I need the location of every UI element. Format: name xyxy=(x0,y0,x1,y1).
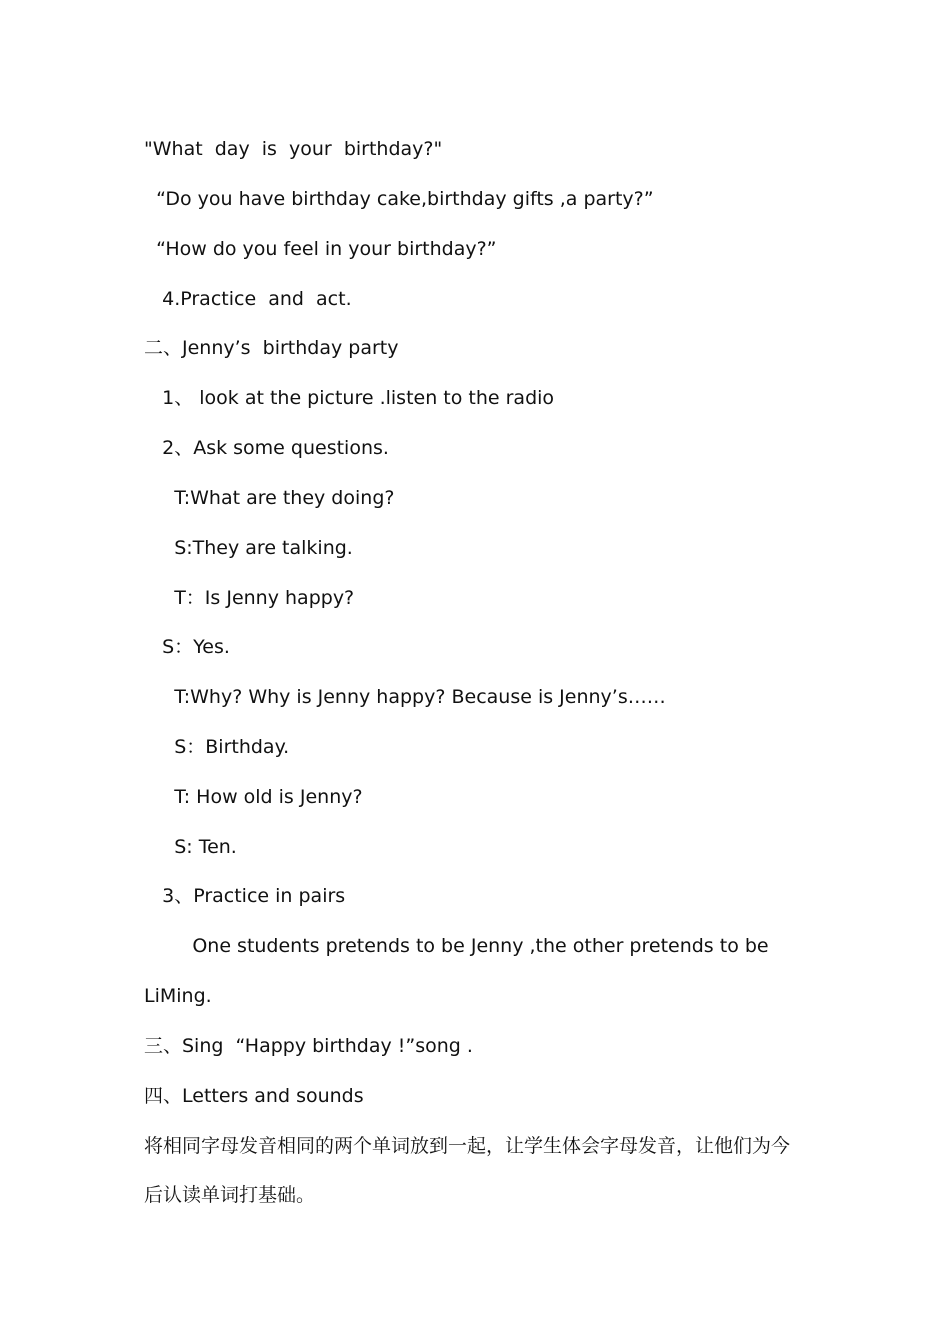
dialogue-line: S：Yes. xyxy=(144,636,230,658)
question-birthday-cake: “Do you have birthday cake,birthday gifts ,a party?” xyxy=(144,188,654,210)
step-practice-pairs: 3、Practice in pairs xyxy=(144,885,346,907)
paragraph-line: 后认读单词打基础。 xyxy=(144,1184,316,1206)
dialogue-line: T:What are they doing? xyxy=(144,487,395,509)
section-heading-sing: 三、Sing “Happy birthday !”song . xyxy=(144,1035,473,1057)
paragraph-line: 将相同字母发音相同的两个单词放到一起，让学生体会字母发音，让他们为今 xyxy=(144,1135,791,1157)
question-birthday-day: "What day is your birthday?" xyxy=(144,138,443,160)
dialogue-line: T：Is Jenny happy? xyxy=(144,587,355,609)
step-ask-questions: 2、Ask some questions. xyxy=(144,437,389,459)
paragraph-line: LiMing. xyxy=(144,985,212,1007)
dialogue-line: S：Birthday. xyxy=(144,736,290,758)
dialogue-line: T:Why? Why is Jenny happy? Because is Jenny’s…… xyxy=(144,686,666,708)
dialogue-line: S: Ten. xyxy=(144,836,237,858)
section-heading-letters-sounds: 四、Letters and sounds xyxy=(144,1085,364,1107)
step-practice-act: 4.Practice and act. xyxy=(144,288,352,310)
paragraph-line: One students pretends to be Jenny ,the other pretends to be xyxy=(144,935,769,957)
section-heading-jenny-party: 二、Jenny’s birthday party xyxy=(144,337,399,359)
dialogue-line: S:They are talking. xyxy=(144,537,353,559)
step-look-listen: 1、 look at the picture .listen to the radio xyxy=(144,387,555,409)
question-birthday-feel: “How do you feel in your birthday?” xyxy=(144,238,497,260)
dialogue-line: T: How old is Jenny? xyxy=(144,786,363,808)
